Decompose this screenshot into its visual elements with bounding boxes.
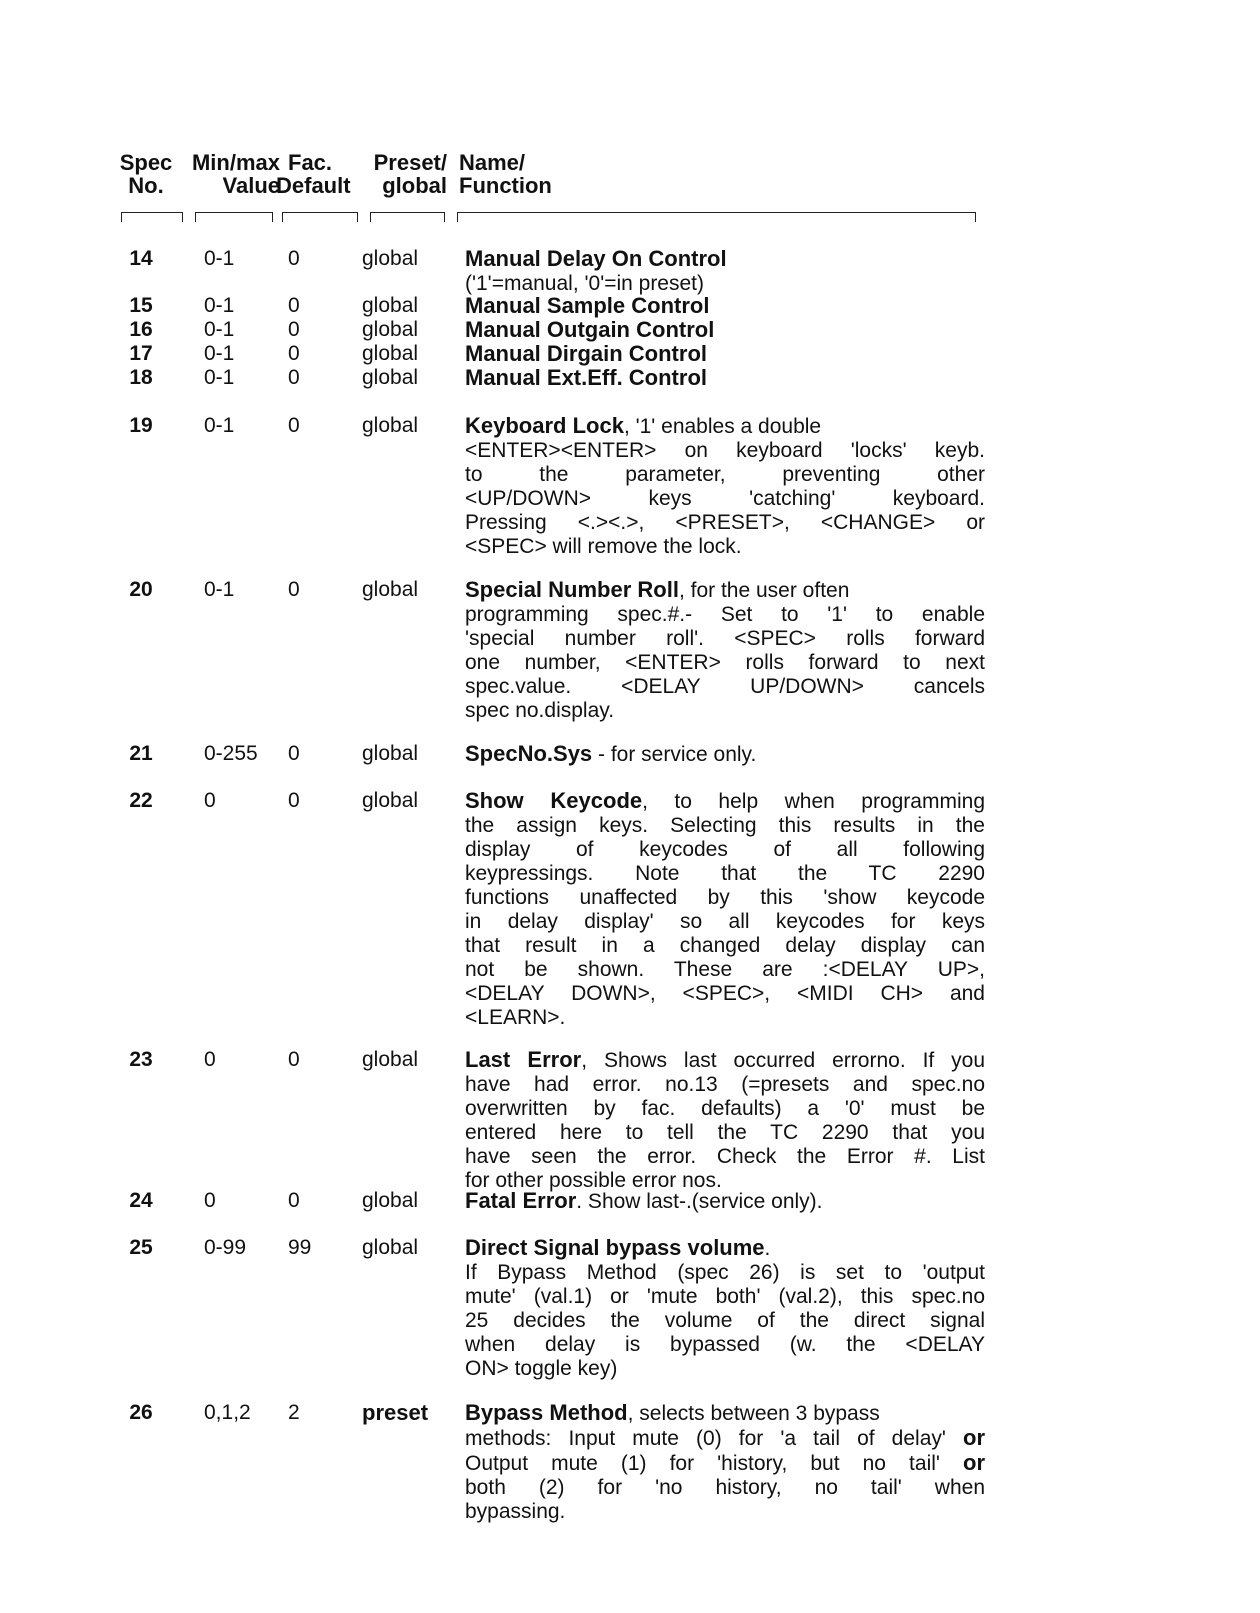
spec-desc-first: - for service only. [592,743,757,766]
bracket-fac [282,212,358,222]
spec-name: Keyboard Lock [465,413,624,438]
spec-function [465,1189,985,1214]
spec-desc-line: Pressing <.><.>, <PRESET>, <CHANGE> or [465,511,985,534]
spec-desc-first: , for the user often [678,579,850,602]
spec-scope: global [362,414,419,437]
spec-minmax: 0 [204,1189,216,1212]
spec-default: 0 [288,247,300,270]
spec-minmax: 0-1 [204,366,235,389]
spec-desc-line: for other possible error nos. [465,1169,722,1192]
spec-desc-line: keypressings. Note that the TC 2290 [465,862,985,885]
spec-desc-line: 'special number roll'. <SPEC> rolls forward [465,627,985,650]
spec-desc-first: , to help when programming [642,790,985,813]
spec-default: 0 [288,1189,300,1212]
spec-desc-line: display of keycodes of all following [465,838,985,861]
spec-no: 19 [129,414,153,437]
spec-scope: global [362,318,419,341]
spec-function [465,742,985,767]
spec-minmax: 0-1 [204,342,235,365]
spec-desc-line: have had error. no.13 (=presets and spec.no [465,1073,985,1096]
header-fac-line1: Fac. [288,150,333,175]
spec-minmax: 0-99 [204,1236,247,1259]
header-name-line2: Function [459,173,552,198]
spec-name: Bypass Method [465,1400,628,1425]
or-word: or [963,1425,985,1450]
spec-minmax: 0-1 [204,414,235,437]
spec-function [465,294,985,319]
spec-desc-line: when delay is bypassed (w. the <DELAY [465,1333,985,1356]
header-fac-default [276,151,362,197]
spec-name: Manual Sample Control [465,293,710,318]
bracket-spec [121,212,183,222]
spec-no: 15 [129,294,153,317]
spec-name: Manual Ext.Eff. Control [465,365,707,390]
spec-default: 0 [288,318,300,341]
spec-desc-line: the assign keys. Selecting this results in the [465,814,985,837]
spec-default: 99 [288,1236,312,1259]
header-preset-line1: Preset/ [373,150,447,175]
spec-desc-line: one number, <ENTER> rolls forward to next [465,651,985,674]
spec-no: 16 [129,318,153,341]
header-minmax [187,151,280,197]
spec-scope: global [362,742,419,765]
spec-no: 24 [129,1189,153,1212]
spec-minmax: 0-1 [204,247,235,270]
spec-no: 25 [129,1236,153,1259]
spec-default: 2 [288,1401,300,1424]
spec-desc-line: 25 decides the volume of the direct signal [465,1309,985,1332]
spec-default: 0 [288,414,300,437]
header-spec-no [116,151,176,197]
spec-desc-line: to the parameter, preventing other [465,463,985,486]
spec-desc-line: spec no.display. [465,699,615,722]
spec-default: 0 [288,742,300,765]
header-minmax-line2: Value [222,173,280,198]
spec-minmax: 0 [204,789,216,812]
spec-default: 0 [288,366,300,389]
spec-name: Manual Delay On Control [465,246,727,271]
spec-no: 22 [129,789,153,812]
spec-function [465,1048,985,1193]
spec-scope: global [362,366,419,389]
spec-no: 23 [129,1048,153,1071]
spec-name: Show Keycode [465,788,643,813]
spec-minmax: 0-1 [204,578,235,601]
spec-desc-first: . Show last-.(service only). [576,1190,823,1213]
spec-desc-line: programming spec.#.- Set to '1' to enable [465,603,985,626]
spec-default: 0 [288,1048,300,1071]
spec-scope: global [362,1189,419,1212]
spec-desc-line: that result in a changed delay display can [465,934,985,957]
or-word: or [963,1450,985,1475]
spec-no: 17 [129,342,153,365]
spec-name: Direct Signal bypass volume [465,1235,765,1260]
spec-minmax: 0-1 [204,318,235,341]
spec-desc-line: mute' (val.1) or 'mute both' (val.2), this spec.no [465,1285,985,1308]
spec-default: 0 [288,342,300,365]
spec-scope: global [362,789,419,812]
spec-desc-first: , '1' enables a double [623,415,822,438]
header-minmax-line1: Min/max [191,150,280,175]
spec-desc-first: , Shows last occurred errorno. If you [581,1049,986,1072]
spec-function [465,1401,985,1524]
spec-default: 0 [288,789,300,812]
spec-desc-line: functions unaffected by this 'show keycode [465,886,985,909]
spec-no: 26 [129,1401,153,1424]
spec-minmax: 0-1 [204,294,235,317]
spec-desc-first: . [764,1237,771,1260]
spec-name: Special Number Roll [465,577,679,602]
spec-desc-line: <ENTER><ENTER> on keyboard 'locks' keyb. [465,439,985,462]
spec-desc-line: spec.value. <DELAY UP/DOWN> cancels [465,675,985,698]
header-spec-line2: No. [128,173,164,198]
bracket-preset [370,212,445,222]
spec-function [465,414,985,559]
spec-minmax: 0-255 [204,742,258,765]
spec-minmax: 0 [204,1048,216,1071]
spec-name: Fatal Error [465,1188,577,1213]
spec-desc-line: both (2) for 'no history, no tail' when [465,1476,985,1499]
spec-no: 14 [129,247,153,270]
spec-scope: global [362,1048,419,1071]
spec-function [465,342,985,367]
spec-desc-line: not be shown. These are :<DELAY UP>, [465,958,985,981]
spec-desc-line: in delay display' so all keycodes for keys [465,910,985,933]
spec-desc-line: methods: Input mute (0) for 'a tail of delay' [465,1427,946,1450]
spec-scope: global [362,247,419,270]
bracket-function [457,212,976,222]
spec-desc-line: bypassing. [465,1500,566,1523]
spec-name: SpecNo.Sys [465,741,593,766]
spec-minmax: 0,1,2 [204,1401,251,1424]
spec-function [465,789,985,1030]
spec-name: Manual Outgain Control [465,317,715,342]
spec-name: Manual Dirgain Control [465,341,707,366]
spec-desc-line: <LEARN>. [465,1006,566,1029]
header-name-function [459,151,552,197]
header-preset-global [366,151,447,197]
spec-function [465,318,985,343]
spec-scope: global [362,578,419,601]
bracket-minmax [195,212,273,222]
header-fac-line2: Default [276,173,351,198]
spec-desc-line: ON> toggle key) [465,1357,618,1380]
spec-scope: preset [362,1400,429,1425]
spec-function [465,366,985,391]
spec-desc-line: <UP/DOWN> keys 'catching' keyboard. [465,487,985,510]
spec-desc-line: If Bypass Method (spec 26) is set to 'output [465,1261,985,1284]
spec-function [465,247,985,296]
header-name-line1: Name/ [459,150,526,175]
header-spec-line1: Spec [119,150,173,175]
spec-scope: global [362,342,419,365]
spec-default: 0 [288,294,300,317]
header-preset-line2: global [382,173,447,198]
spec-name: Last Error [465,1047,582,1072]
spec-no: 20 [129,578,153,601]
spec-default: 0 [288,578,300,601]
spec-no: 21 [129,742,153,765]
spec-desc-line: overwritten by fac. defaults) a '0' must be [465,1097,985,1120]
spec-function [465,1236,985,1381]
spec-no: 18 [129,366,153,389]
spec-scope: global [362,294,419,317]
spec-desc-line: have seen the error. Check the Error #. List [465,1145,985,1168]
spec-desc-line: Output mute (1) for 'history, but no tail' [465,1452,940,1475]
spec-desc-line: <DELAY DOWN>, <SPEC>, <MIDI CH> and [465,982,985,1005]
spec-scope: global [362,1236,419,1259]
spec-desc-line: entered here to tell the TC 2290 that you [465,1121,985,1144]
spec-desc-first: , selects between 3 bypass [627,1402,880,1425]
spec-function [465,578,985,723]
spec-desc-line: <SPEC> will remove the lock. [465,535,742,558]
spec-desc-line: ('1'=manual, '0'=in preset) [465,272,704,295]
